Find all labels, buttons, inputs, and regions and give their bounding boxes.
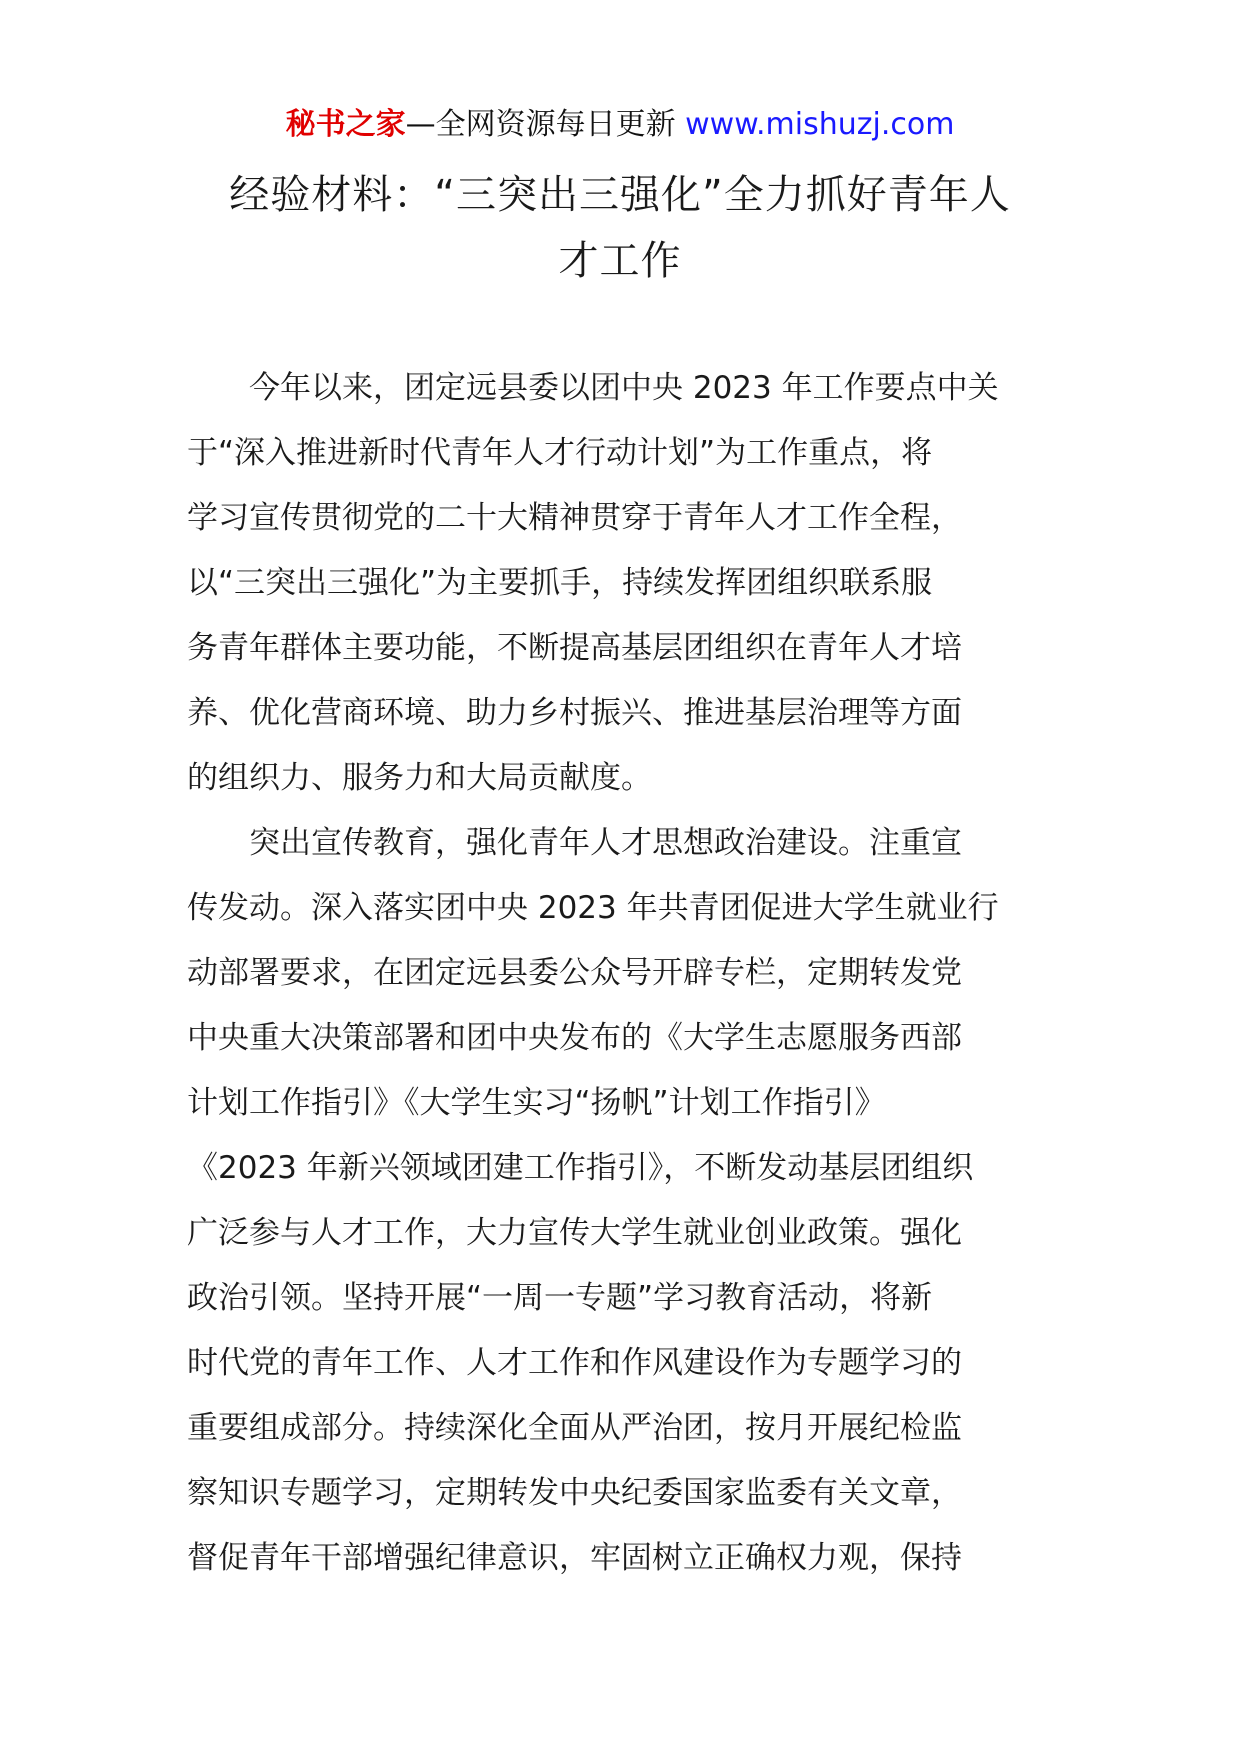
text-line: 学习宣传贯彻党的二十大精神贯穿于青年人才工作全程， — [187, 500, 962, 536]
brand-name: 秘书之家 — [285, 107, 406, 142]
text-line: 政治引领。坚持开展“一周一专题”学习教育活动，将新 — [187, 1280, 933, 1316]
text-line: 时代党的青年工作、人才工作和作风建设作为专题学习的 — [187, 1345, 962, 1381]
text-line: 于“深入推进新时代青年人才行动计划”为工作重点，将 — [187, 435, 933, 471]
text-line: 以“三突出三强化”为主要抓手，持续发挥团组织联系服 — [187, 565, 933, 601]
text-line: 的组织力、服务力和大局贡献度。 — [187, 760, 652, 796]
site-header — [0, 103, 1240, 147]
text-line: 务青年群体主要功能，不断提高基层团组织在青年人才培 — [187, 630, 962, 666]
text-line: 重要组成部分。持续深化全面从严治团，按月开展纪检监 — [187, 1410, 962, 1446]
header-slogan: —全网资源每日更新 — [405, 107, 676, 142]
document-title — [190, 162, 1050, 294]
text-line: 突出宣传教育，强化青年人才思想政治建设。注重宣 — [187, 825, 962, 861]
text-line: 动部署要求，在团定远县委公众号开辟专栏，定期转发党 — [187, 955, 962, 991]
paragraph-intro — [187, 356, 1053, 811]
site-url-link[interactable]: www.mishuzj.com — [685, 107, 955, 142]
text-line: 计划工作指引》《大学生实习“扬帆”计划工作指引》 — [187, 1085, 886, 1121]
text-line: 养、优化营商环境、助力乡村振兴、推进基层治理等方面 — [187, 695, 962, 731]
text-line: 广泛参与人才工作，大力宣传大学生就业创业政策。强化 — [187, 1215, 962, 1251]
text-line: 中央重大决策部署和团中央发布的《大学生志愿服务西部 — [187, 1020, 962, 1056]
text-line: 督促青年干部增强纪律意识，牢固树立正确权力观，保持 — [187, 1540, 962, 1576]
title-line: 经验材料：“三突出三强化”全力抓好青年人 — [229, 172, 1011, 218]
text-line: 今年以来，团定远县委以团中央 2023 年工作要点中关 — [187, 370, 999, 406]
title-line: 才工作 — [558, 238, 682, 284]
text-line: 察知识专题学习，定期转发中央纪委国家监委有关文章， — [187, 1475, 962, 1511]
text-line: 《2023 年新兴领域团建工作指引》，不断发动基层团组织 — [187, 1150, 974, 1186]
document-body — [187, 356, 1053, 1591]
text-line: 传发动。深入落实团中央 2023 年共青团促进大学生就业行 — [187, 890, 999, 926]
paragraph-propaganda-education — [187, 811, 1053, 1591]
